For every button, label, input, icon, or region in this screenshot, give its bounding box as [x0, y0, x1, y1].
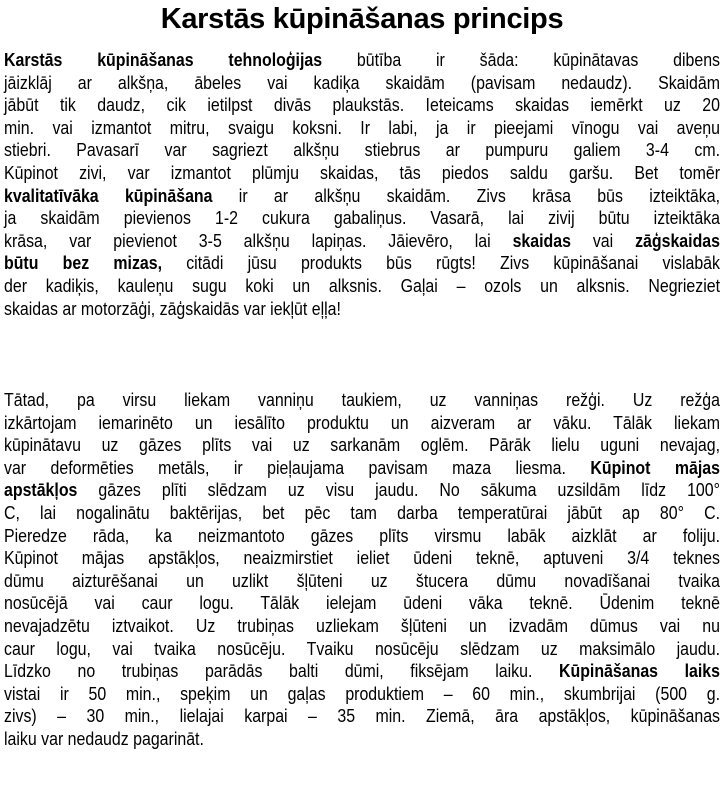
text-line — [4, 139, 720, 162]
text-run: stiebri. Pavasarī var sagriezt alkšņu stiebrus ar pumpuru galiem 3-4 cm. — [4, 139, 721, 161]
bold-phrase: Kūpinot mājas — [590, 456, 721, 478]
text-line — [4, 162, 720, 185]
paragraph-2 — [4, 389, 720, 751]
page-title: Karstās kūpināšanas princips — [160, 3, 564, 35]
text-run: krāsa, var pievienot 3-5 alkšņu lapiņas. Jāievēro, lai — [4, 229, 513, 251]
text-line — [4, 479, 720, 502]
text-run: ir ar alkšņu skaidām. Zivs krāsa būs izteiktāka, — [212, 184, 721, 206]
text-line — [4, 207, 720, 230]
bold-phrase: zāģskaidas — [635, 229, 721, 251]
text-line — [4, 705, 720, 728]
text-run: zivs) – 30 min., lielajai karpai – 35 min. Ziemā, āra apstākļos, kūpināšanas — [4, 705, 721, 727]
text-run: nevajadzētu iztvaikot. Uz trubiņas uzliekam šļūteni un izvadām dūmus vai nu — [4, 614, 721, 636]
text-run: vai — [570, 229, 636, 251]
text-line — [4, 434, 720, 457]
text-run: Pieredze rāda, ka neizmantoto gāzes plīts virsmu labāk aizklāt ar foliju. — [4, 524, 720, 546]
text-run: jāizklāj ar alkšņa, ābeles vai kadiķa skaidām (pavisam nedaudz). Skaidām — [4, 71, 721, 93]
text-run: Kūpinot zivi, var izmantot plūmju skaidas, tās piedos saldu garšu. Bet tomēr — [4, 161, 720, 183]
text-run: izkārtojam iemarinēto un iesālīto produktu un aizveram ar vāku. Tālāk liekam — [4, 411, 721, 433]
text-run: der kadiķis, kauleņu sugu koki un alksnis. Gaļai – ozols un alksnis. Negrieziet — [4, 274, 721, 296]
text-line — [4, 638, 720, 661]
text-line — [4, 185, 720, 208]
text-run: ja skaidām pievienos 1-2 cukura gabaliņus. Vasarā, lai zivij būtu izteiktāka — [4, 207, 721, 229]
text-line — [4, 94, 720, 117]
text-run: Kūpinot mājas apstākļos, neaizmirstiet ieliet ūdeni teknē, aptuveni 3/4 teknes — [4, 547, 720, 569]
text-line — [4, 230, 720, 253]
paragraph-1 — [4, 49, 720, 320]
text-run: nosūcējā vai caur logu. Tālāk ielejam ūdeni vāka teknē. Ūdenim teknē — [4, 592, 721, 614]
text-line — [4, 592, 720, 615]
bold-phrase: būtu bez mizas, — [4, 252, 163, 274]
bold-phrase: apstākļos — [4, 479, 78, 501]
text-line — [4, 412, 720, 435]
text-line — [4, 117, 720, 140]
bold-phrase: skaidas — [512, 229, 571, 251]
text-line — [4, 457, 720, 480]
bold-phrase: Kūpināšanas laiks — [558, 660, 721, 682]
text-run: Līdzko no trubiņas parādās balti dūmi, fiksējam laiku. — [4, 660, 559, 682]
text-line — [4, 683, 720, 706]
text-run: skaidas ar motorzāģi, zāģskaidās var iekļūt eļļa! — [4, 297, 341, 319]
text-line — [4, 49, 720, 72]
text-run: vistai ir 50 min., speķim un gaļas produktiem – 60 min., skumbrijai (500 g. — [4, 682, 720, 704]
text-line — [4, 570, 720, 593]
text-line — [4, 728, 720, 751]
text-line — [4, 547, 720, 570]
bold-phrase: Karstās kūpināšanas tehnoloģijas — [4, 49, 323, 70]
text-run: jābūt tik daudz, cik ietilpst divās plaukstās. Ieteicams skaidas iemērkt uz 20 — [4, 94, 721, 116]
text-line — [4, 72, 720, 95]
text-run: var deformēties metāls, ir pieļaujama pavisam maza liesma. — [4, 456, 591, 478]
text-run: gāzes plīti slēdzam uz visu jaudu. No sākuma uzsildām līdz 100° — [77, 479, 721, 501]
text-run: citādi jūsu produkts būs rūgts! Zivs kūpināšanai vislabāk — [162, 252, 720, 274]
text-run: C, lai nogalinātu baktērijas, bet pēc tam darba temperatūrai jābūt ap 80° C. — [4, 501, 720, 523]
text-run: min. vai izmantot mitru, svaigu koksni. Ir labi, ja ir pieejami vīnogu vai aveņu — [4, 116, 721, 138]
text-line — [4, 660, 720, 683]
text-run: Tātad, pa virsu liekam vanniņu taukiem, uz vanniņas režģi. Uz režģa — [4, 389, 721, 410]
text-line — [4, 252, 720, 275]
text-line — [4, 525, 720, 548]
bold-phrase: kvalitatīvāka kūpināšana — [4, 184, 213, 206]
text-line — [4, 275, 720, 298]
text-line — [4, 298, 720, 321]
text-line — [4, 502, 720, 525]
text-run: laiku var nedaudz pagarināt. — [4, 727, 204, 749]
text-run: būtība ir šāda: kūpinātavas dibens — [322, 49, 721, 70]
text-run: caur logu, vai tvaika nosūcēju. Tvaiku nosūcēju slēdzam uz maksimālo jaudu. — [4, 637, 721, 659]
text-run: dūmu aizturēšanai un uzlikt šļūteni uz štucera dūmu novadīšanai tvaika — [4, 569, 721, 591]
text-line — [4, 615, 720, 638]
text-run: kūpinātavu uz gāzes plīts vai uz sarkanām oglēm. Pārāk lielu uguni nevajag, — [4, 434, 721, 456]
text-line — [4, 389, 720, 412]
